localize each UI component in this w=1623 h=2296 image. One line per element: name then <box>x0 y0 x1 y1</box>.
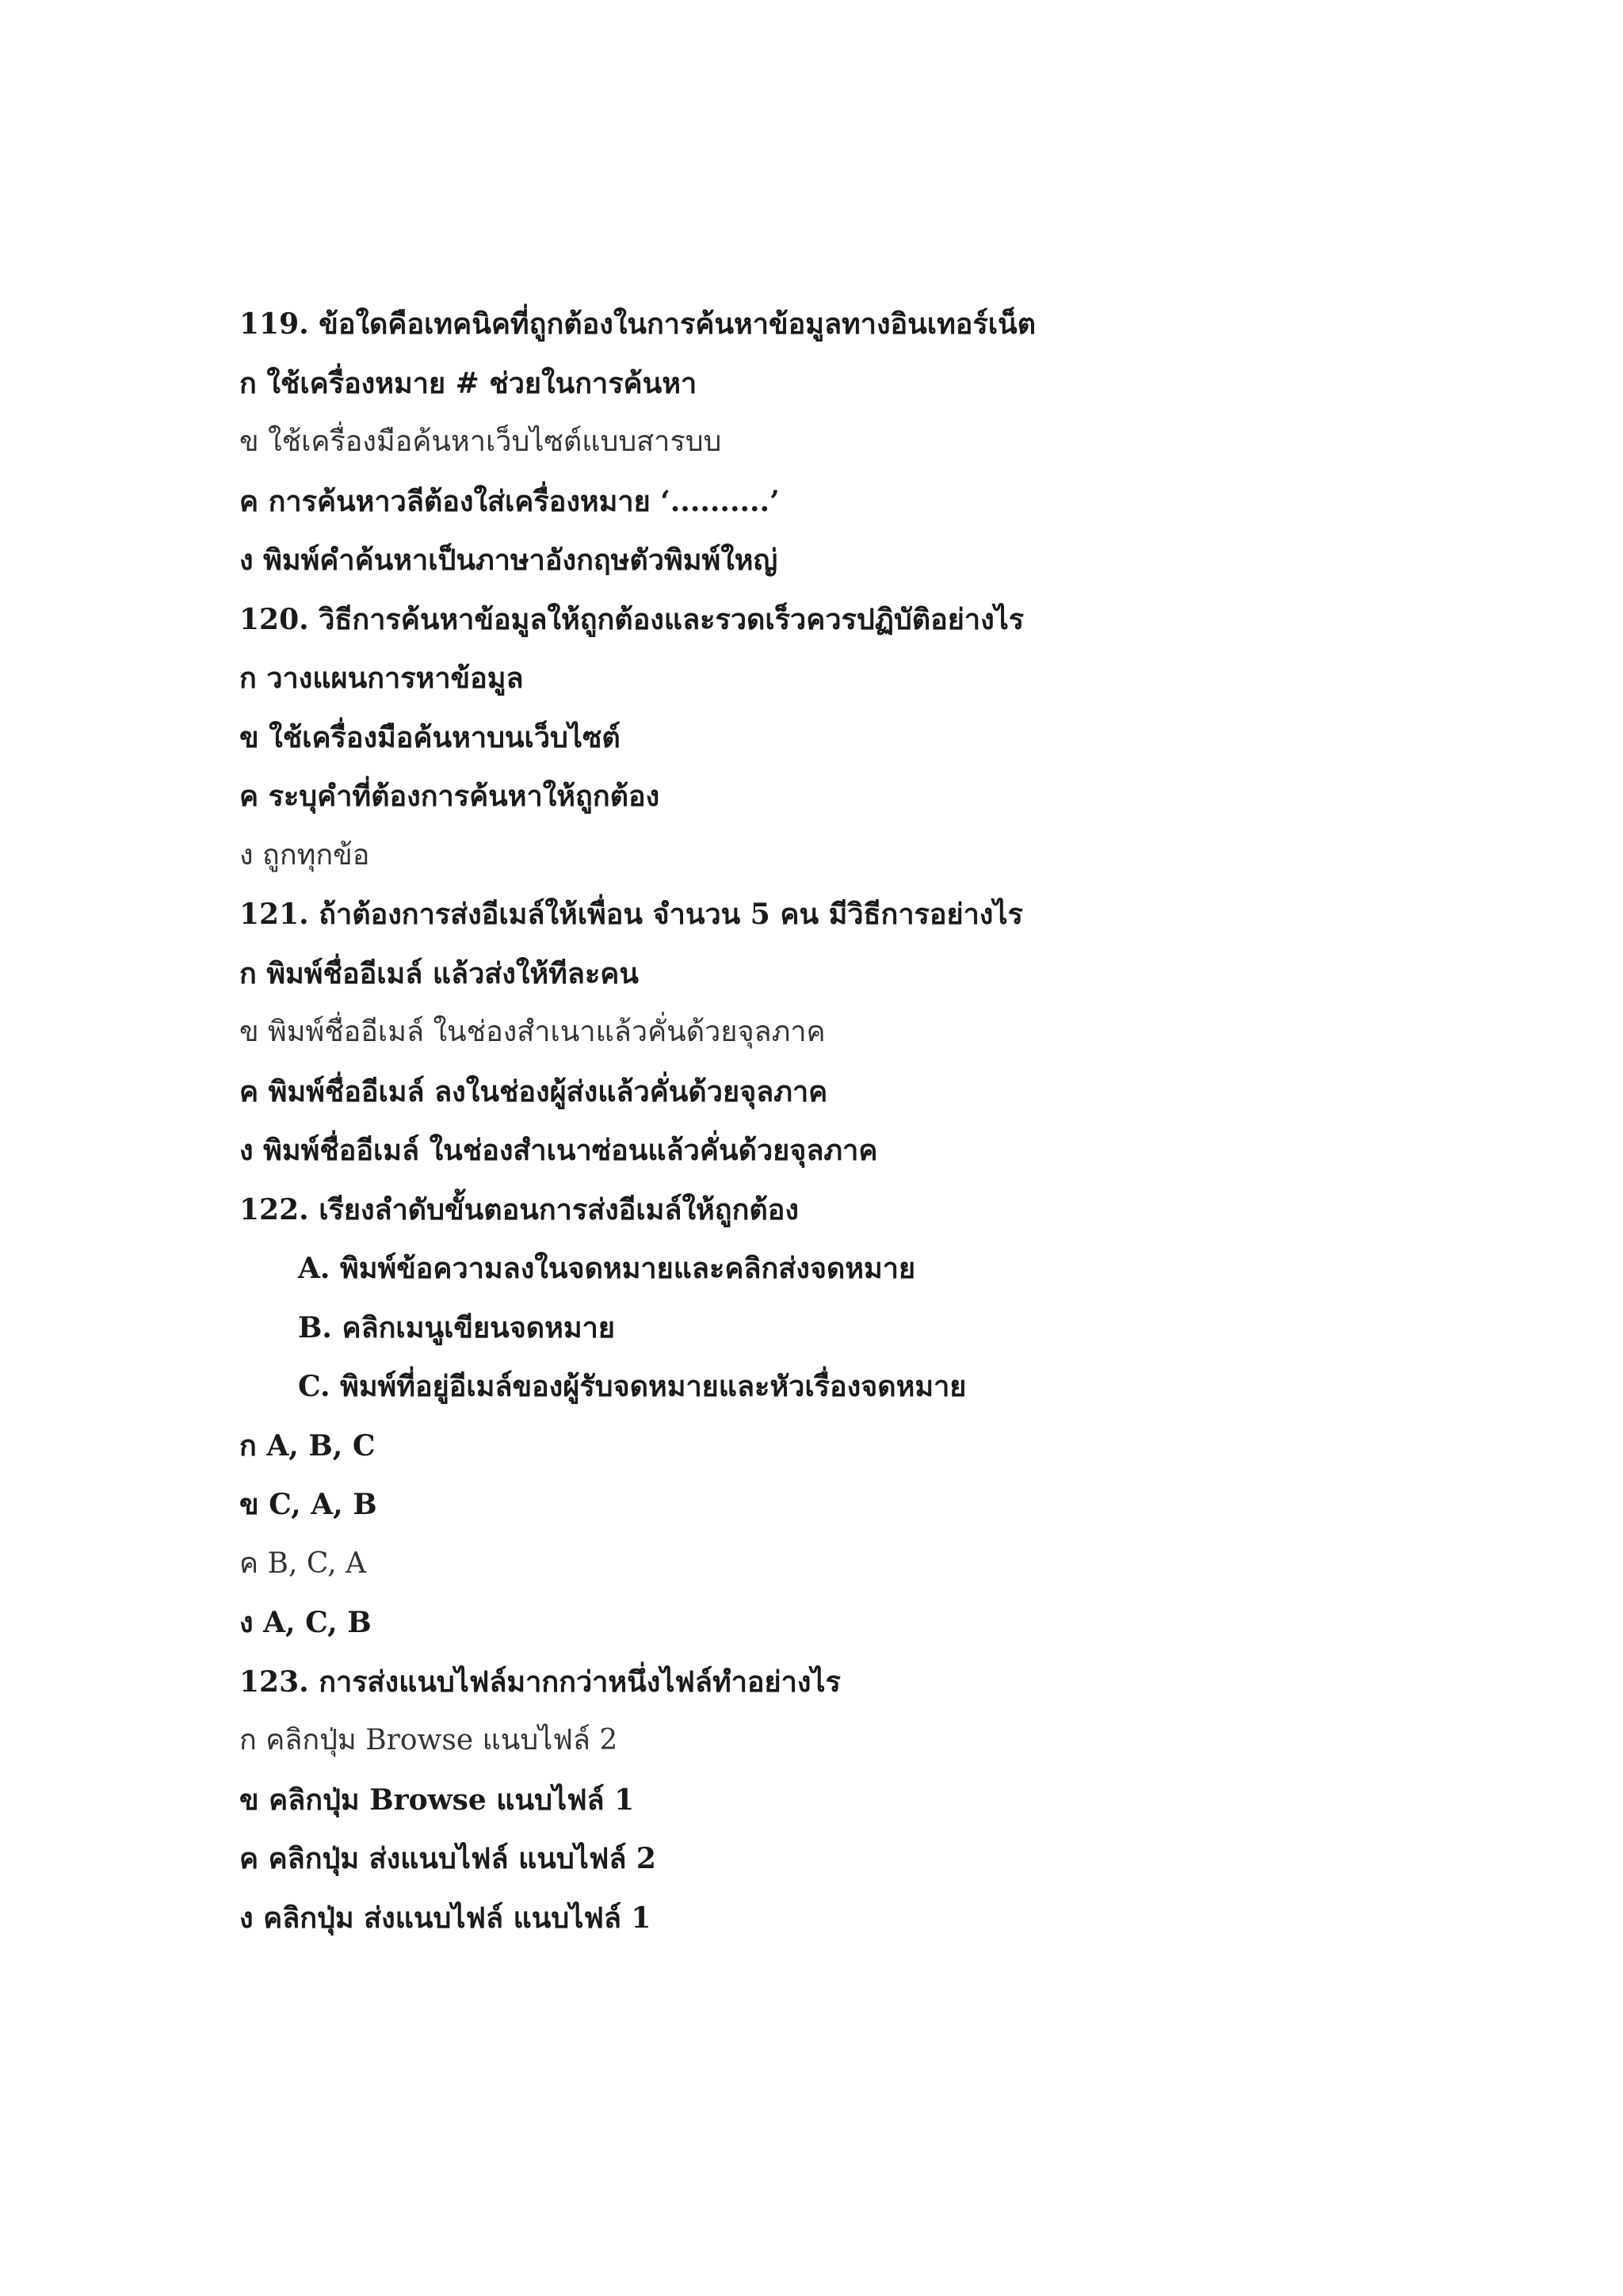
option-120-b: ข ใช้เครื่องมือค้นหาบนเว็บไซต์ <box>239 720 621 754</box>
option-121-d: ง พิมพ์ชื่ออีเมล์ ในช่องสำเนาซ่อนแล้วคั่นด้วยจุลภาค <box>239 1134 878 1167</box>
option-119-a: ก ใช้เครื่องหมาย # ช่วยในการค้นหา <box>239 366 697 400</box>
option-120-c: ค ระบุคำที่ต้องการค้นหาให้ถูกต้อง <box>239 780 660 813</box>
question-121: 121. ถ้าต้องการส่งอีเมล์ให้เพื่อน จำนวน 5 คน มีวิธีการอย่างไร <box>239 898 1023 931</box>
option-121-b: ข พิมพ์ชื่ออีเมล์ ในช่องสำเนาแล้วคั่นด้วยจุลภาค <box>239 1016 826 1048</box>
option-123-a: ก คลิกปุ่ม Browse แนบไฟล์ 2 <box>239 1724 618 1756</box>
question-119: 119. ข้อใดคือเทคนิคที่ถูกต้องในการค้นหาข้อมูลทางอินเทอร์เน็ต <box>239 307 1037 341</box>
option-121-a: ก พิมพ์ชื่ออีเมล์ แล้วส่งให้ทีละคน <box>239 956 639 990</box>
option-120-a: ก วางแผนการหาข้อมูล <box>239 662 524 695</box>
option-123-b: ข คลิกปุ่ม Browse แนบไฟล์ 1 <box>239 1783 635 1817</box>
option-119-d: ง พิมพ์คำค้นหาเป็นภาษาอังกฤษตัวพิมพ์ใหญ่ <box>239 543 778 577</box>
option-120-d: ง ถูกทุกข้อ <box>239 838 370 871</box>
option-121-c: ค พิมพ์ชื่ออีเมล์ ลงในช่องผู้ส่งแล้วคั่นด้วยจุลภาค <box>239 1074 828 1108</box>
option-123-d: ง คลิกปุ่ม ส่งแนบไฟล์ แนบไฟล์ 1 <box>239 1901 651 1935</box>
option-122-c: ค B, C, A <box>239 1547 367 1580</box>
option-122-b: ข C, A, B <box>239 1488 377 1521</box>
option-123-c: ค คลิกปุ่ม ส่งแนบไฟล์ แนบไฟล์ 2 <box>239 1842 656 1875</box>
option-122-d: ง A, C, B <box>239 1606 372 1639</box>
step-122-a: A. พิมพ์ข้อความลงในจดหมายและคลิกส่งจดหมาย <box>298 1252 916 1285</box>
option-119-c: ค การค้นหาวลีต้องใส่เครื่องหมาย ‘..........’ <box>239 484 780 518</box>
option-119-b: ข ใช้เครื่องมือค้นหาเว็บไซต์แบบสารบบ <box>239 425 722 458</box>
question-120: 120. วิธีการค้นหาข้อมูลให้ถูกต้องและรวดเร็วควรปฏิบัติอย่างไร <box>239 602 1025 636</box>
step-122-c: C. พิมพ์ที่อยู่อีเมล์ของผู้รับจดหมายและหัวเรื่องจดหมาย <box>298 1370 967 1403</box>
step-122-b: B. คลิกเมนูเขียนจดหมาย <box>298 1310 615 1344</box>
exam-questions <box>239 295 1428 1947</box>
question-122: 122. เรียงลำดับขั้นตอนการส่งอีเมล์ให้ถูกต้อง <box>239 1192 799 1226</box>
question-123: 123. การส่งแนบไฟล์มากกว่าหนึ่งไฟล์ทำอย่างไร <box>239 1665 841 1699</box>
option-122-a: ก A, B, C <box>239 1428 376 1463</box>
